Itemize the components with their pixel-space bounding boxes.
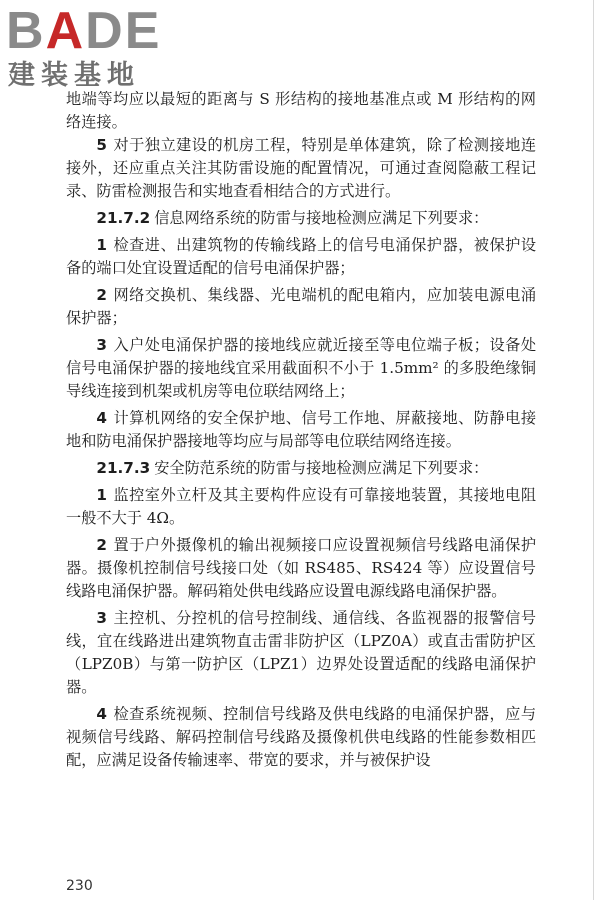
section-heading [66,457,536,480]
list-item [66,534,536,603]
section-heading [66,207,536,230]
logo-letter: D [85,2,125,60]
logo-letter: B [6,2,46,60]
logo-brand [6,4,161,58]
document-body [66,88,536,776]
list-item [66,407,536,453]
paragraph-text: 监控室外立杆及其主要构件应设有可靠接地装置，其接地电阻一般不大于 4Ω。 [66,486,536,527]
logo-letter: E [124,2,162,60]
item-number: 2 [96,536,107,554]
section-number: 21.7.3 [96,459,151,477]
page-edge [593,0,594,900]
logo-brand-text [6,2,161,60]
paragraph-text: 对于独立建设的机房工程，特别是单体建筑，除了检测接地连接外，还应重点关注其防雷设施的配置情况，可通过查阅隐蔽工程记录、防雷检测报告和实地查看相结合的方式进行。 [66,136,536,200]
list-item [66,234,536,280]
section-number: 21.7.2 [96,209,151,227]
paragraph-text: 置于户外摄像机的输出视频接口应设置视频信号线路电涌保护器。摄像机控制信号线接口处（如 RS485、RS424 等）应设置信号线路电涌保护器。解码箱处供电线路应设置电源线路电涌保护器。 [66,536,536,600]
paragraph-gap [66,772,536,776]
paragraph-text: 计算机网络的安全保护地、信号工作地、屏蔽接地、防静电接地和防电涌保护器接地等均应与局部等电位联结网络连接。 [66,409,536,450]
list-item [66,134,536,203]
paragraph-text: 主控机、分控机的信号控制线、通信线、各监视器的报警信号线，宜在线路进出建筑物直击雷非防护区（LPZ0A）或直击雷防护区（LPZ0B）与第一防护区（LPZ1）边界处设置适配的线路电涌保护器。 [66,609,536,696]
list-item [66,484,536,530]
item-number: 2 [96,286,107,304]
item-number: 4 [96,409,107,427]
item-number: 4 [96,705,107,723]
list-item [66,284,536,330]
item-number: 5 [96,136,107,154]
list-item [66,607,536,699]
logo [6,4,186,100]
paragraph [66,88,536,134]
paragraph-text: 地端等均应以最短的距离与 S 形结构的接地基准点或 M 形结构的网络连接。 [66,90,536,131]
list-item [66,334,536,403]
paragraph-text: 入户处电涌保护器的接地线应就近接至等电位端子板；设备处信号电涌保护器的接地线宜采用截面积不小于 1.5mm² 的多股绝缘铜导线连接到机架或机房等电位联结网络上； [66,336,536,400]
logo-subtitle: 建装基地 [8,60,140,91]
paragraph-text: 安全防范系统的防雷与接地检测应满足下列要求： [154,459,489,477]
paragraph-text: 检查进、出建筑物的传输线路上的信号电涌保护器，被保护设备的端口处宜设置适配的信号电涌保护器； [66,236,536,277]
item-number: 3 [96,609,107,627]
item-number: 1 [96,236,107,254]
paragraph-text: 检查系统视频、控制信号线路及供电线路的电涌保护器，应与视频信号线路、解码控制信号线路及摄像机供电线路的性能参数相匹配，应满足设备传输速率、带宽的要求，并与被保护设 [66,705,536,769]
item-number: 1 [96,486,107,504]
page-number: 230 [66,878,93,894]
paragraph-text: 信息网络系统的防雷与接地检测应满足下列要求： [154,209,489,227]
item-number: 3 [96,336,107,354]
paragraph-text: 网络交换机、集线器、光电端机的配电箱内，应加装电源电涌保护器； [66,286,536,327]
logo-letter: A [45,2,86,60]
list-item [66,703,536,772]
